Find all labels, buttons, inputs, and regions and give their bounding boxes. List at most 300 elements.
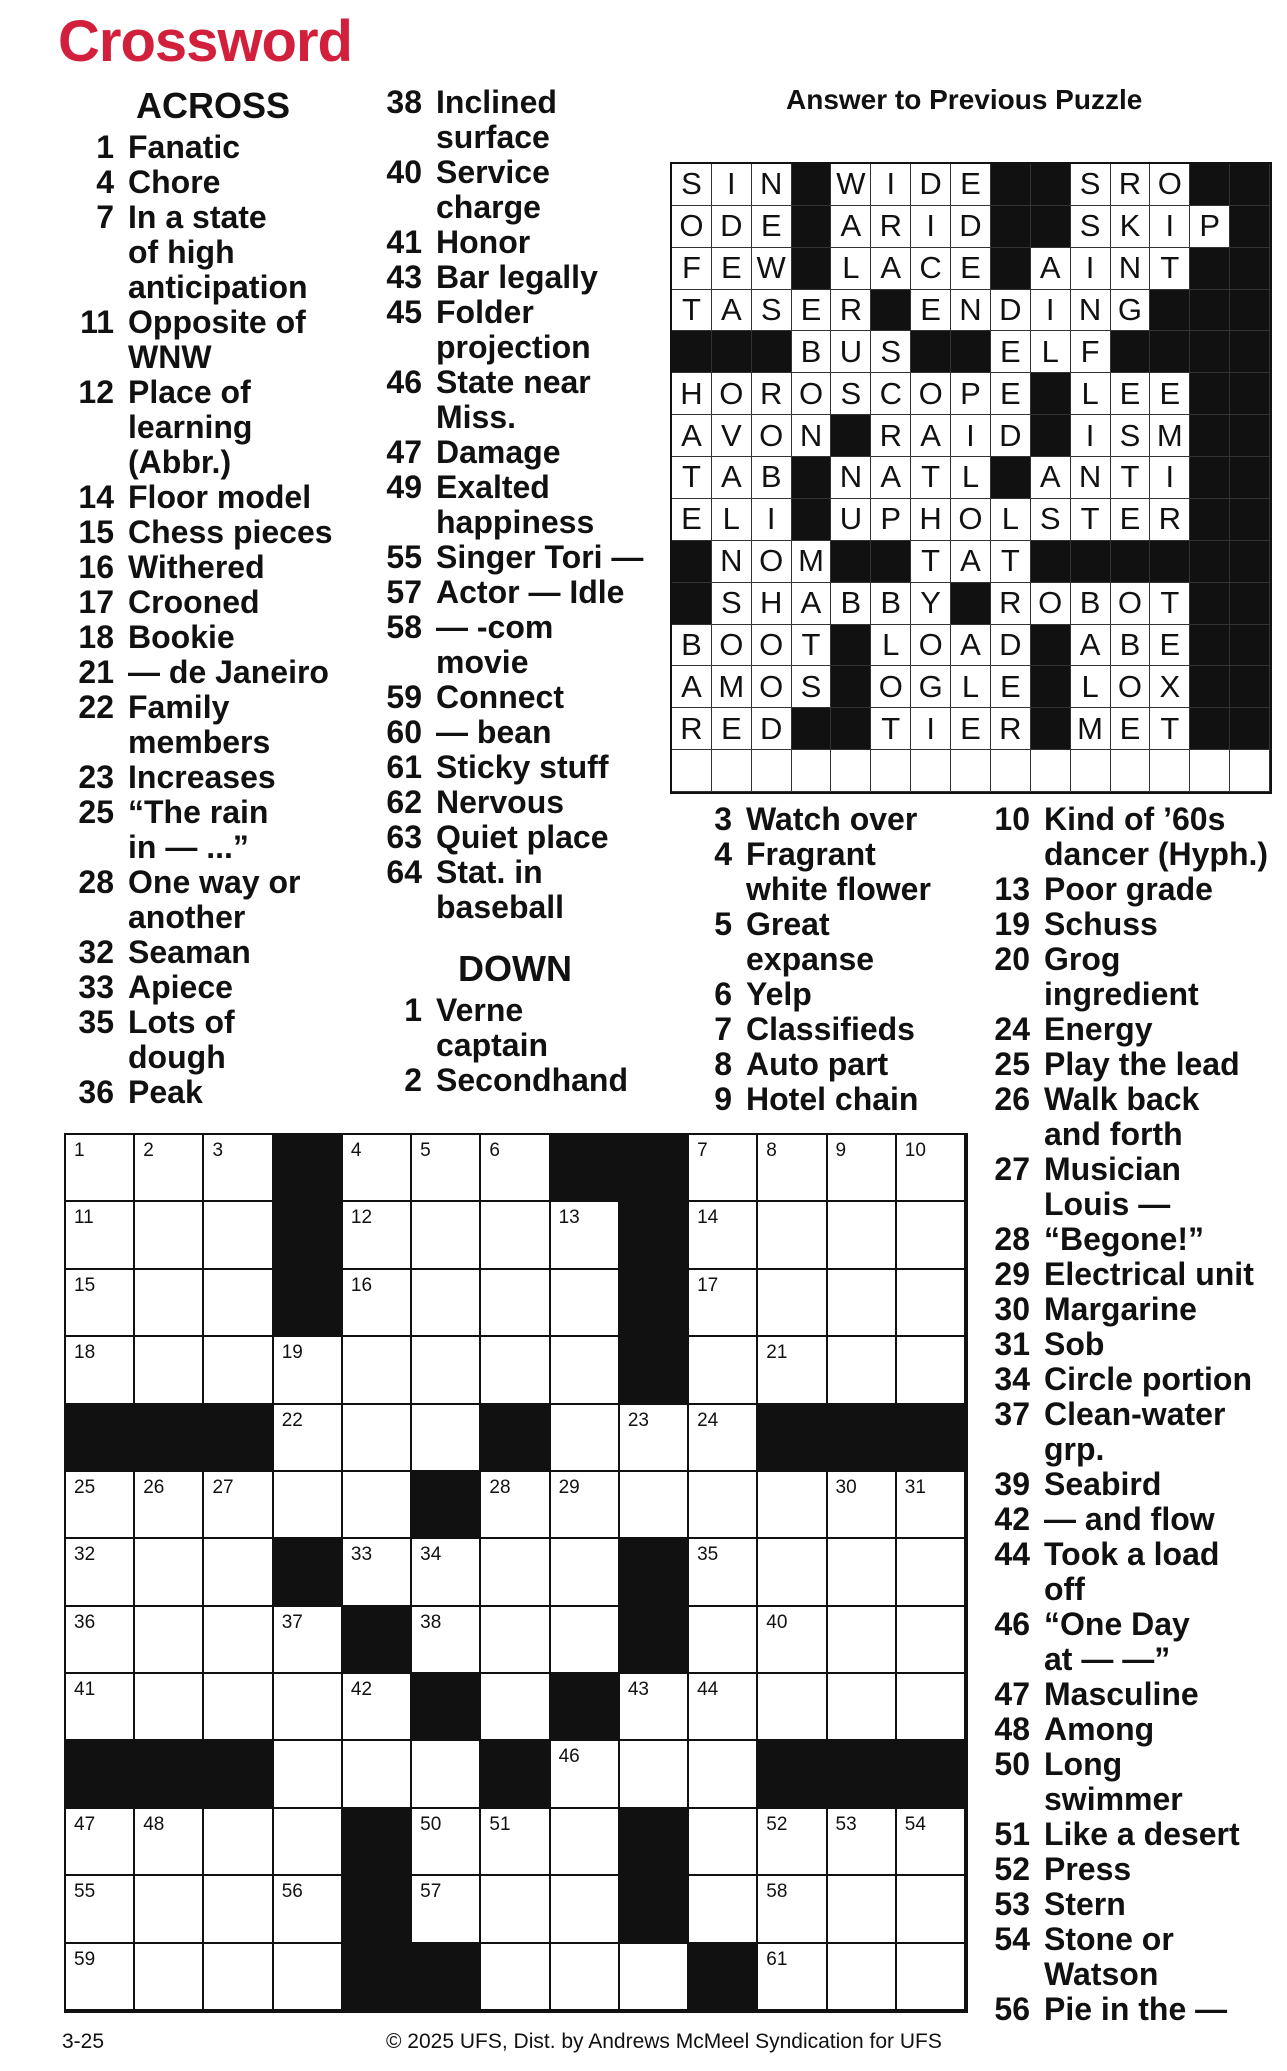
puzzle-title: Crossword xyxy=(58,9,352,74)
grid-cell[interactable] xyxy=(758,1337,827,1404)
grid-cell[interactable] xyxy=(551,1944,620,2011)
grid-cell[interactable] xyxy=(481,1944,550,2011)
cell-number: 61 xyxy=(766,1948,788,1970)
clue-text: Circle portion xyxy=(1044,1361,1253,1397)
grid-cell[interactable] xyxy=(758,1135,827,1202)
clue-item xyxy=(66,1005,366,1075)
answer-letter: A xyxy=(831,206,871,248)
grid-cell[interactable] xyxy=(274,1944,343,2011)
clue-text: Hotel chain xyxy=(746,1081,919,1117)
clue-number: 6 xyxy=(714,976,732,1012)
crossword-grid[interactable] xyxy=(64,1133,968,2013)
grid-cell[interactable] xyxy=(689,1809,758,1876)
clue-number: 25 xyxy=(994,1046,1030,1082)
grid-cell[interactable] xyxy=(343,1539,412,1606)
grid-cell[interactable] xyxy=(689,1741,758,1808)
cell-number: 44 xyxy=(697,1679,719,1701)
grid-cell[interactable] xyxy=(828,1135,897,1202)
answer-block xyxy=(831,625,871,667)
clue-item xyxy=(982,1362,1282,1397)
grid-cell[interactable] xyxy=(551,1607,620,1674)
cell-number: 35 xyxy=(697,1544,719,1566)
answer-letter: R xyxy=(752,373,792,415)
answer-letter: O xyxy=(1150,164,1190,206)
grid-cell[interactable] xyxy=(412,1270,481,1337)
grid-cell[interactable] xyxy=(66,1135,135,1202)
grid-cell[interactable] xyxy=(689,1607,758,1674)
grid-cell[interactable] xyxy=(828,1876,897,1943)
clue-item xyxy=(982,1397,1282,1467)
answer-block xyxy=(1111,541,1151,583)
grid-cell[interactable] xyxy=(551,1337,620,1404)
answer-letter xyxy=(712,750,752,792)
grid-cell[interactable] xyxy=(481,1539,550,1606)
answer-letter: B xyxy=(1071,583,1111,625)
answer-block xyxy=(672,541,712,583)
grid-cell[interactable] xyxy=(412,1741,481,1808)
grid-cell[interactable] xyxy=(689,1270,758,1337)
clue-number: 50 xyxy=(994,1746,1030,1782)
answer-letter: A xyxy=(792,583,832,625)
grid-cell[interactable] xyxy=(481,1135,550,1202)
answer-letter: A xyxy=(951,625,991,667)
grid-cell[interactable] xyxy=(274,1741,343,1808)
clue-text: Fragrant white flower xyxy=(746,836,931,907)
cell-number: 36 xyxy=(74,1611,96,1633)
grid-cell[interactable] xyxy=(343,1337,412,1404)
clue-number: 7 xyxy=(96,199,114,235)
grid-cell[interactable] xyxy=(274,1472,343,1539)
grid-cell[interactable] xyxy=(551,1472,620,1539)
grid-cell[interactable] xyxy=(897,1135,966,1202)
grid-cell[interactable] xyxy=(343,1405,412,1472)
grid-cell[interactable] xyxy=(204,1607,273,1674)
clue-number: 8 xyxy=(714,1046,732,1082)
answer-block xyxy=(1031,541,1071,583)
clue-item xyxy=(66,1075,366,1110)
answer-letter: A xyxy=(1031,248,1071,290)
grid-cell[interactable] xyxy=(481,1809,550,1876)
answer-block xyxy=(672,583,712,625)
grid-cell[interactable] xyxy=(758,1539,827,1606)
grid-cell[interactable] xyxy=(135,1202,204,1269)
clue-text: State near Miss. xyxy=(436,364,591,435)
grid-cell[interactable] xyxy=(689,1472,758,1539)
grid-cell[interactable] xyxy=(135,1539,204,1606)
grid-cell[interactable] xyxy=(66,1876,135,1943)
grid-cell[interactable] xyxy=(828,1674,897,1741)
answer-letter: N xyxy=(1071,457,1111,499)
clue-item xyxy=(982,1537,1282,1607)
answer-letter: T xyxy=(792,625,832,667)
grid-cell[interactable] xyxy=(204,1809,273,1876)
answer-letter: I xyxy=(712,164,752,206)
cell-number: 9 xyxy=(835,1140,847,1161)
grid-cell[interactable] xyxy=(689,1539,758,1606)
grid-cell[interactable] xyxy=(758,1202,827,1269)
grid-cell[interactable] xyxy=(204,1944,273,2011)
grid-cell[interactable] xyxy=(135,1472,204,1539)
grid-cell[interactable] xyxy=(481,1607,550,1674)
grid-cell[interactable] xyxy=(412,1607,481,1674)
grid-block xyxy=(620,1270,689,1337)
answer-block xyxy=(1031,415,1071,457)
clue-number: 41 xyxy=(386,224,422,260)
grid-cell[interactable] xyxy=(135,1876,204,1943)
grid-cell[interactable] xyxy=(66,1809,135,1876)
grid-cell[interactable] xyxy=(412,1337,481,1404)
grid-cell[interactable] xyxy=(412,1405,481,1472)
cell-number: 28 xyxy=(489,1476,511,1498)
grid-cell[interactable] xyxy=(481,1270,550,1337)
clue-text: Increases xyxy=(128,759,276,795)
answer-letter: L xyxy=(951,666,991,708)
answer-letter: T xyxy=(871,708,911,750)
clue-text: Singer Tori — xyxy=(436,539,644,575)
grid-cell[interactable] xyxy=(620,1674,689,1741)
grid-cell[interactable] xyxy=(274,1876,343,1943)
clue-number: 12 xyxy=(78,374,114,410)
clue-text: Chore xyxy=(128,164,221,200)
clue-text: Peak xyxy=(128,1074,203,1110)
answer-letter: L xyxy=(1031,331,1071,373)
grid-cell[interactable] xyxy=(897,1539,966,1606)
grid-cell[interactable] xyxy=(551,1202,620,1269)
grid-cell[interactable] xyxy=(551,1539,620,1606)
grid-cell[interactable] xyxy=(551,1270,620,1337)
grid-cell[interactable] xyxy=(758,1876,827,1943)
grid-cell[interactable] xyxy=(758,1809,827,1876)
answer-block xyxy=(792,457,832,499)
grid-cell[interactable] xyxy=(481,1337,550,1404)
cell-number: 12 xyxy=(350,1207,373,1229)
clue-number: 64 xyxy=(386,854,422,890)
grid-cell[interactable] xyxy=(551,1405,620,1472)
answer-letter: T xyxy=(1071,499,1111,541)
grid-cell[interactable] xyxy=(204,1472,273,1539)
cell-number: 37 xyxy=(281,1611,303,1633)
grid-cell[interactable] xyxy=(343,1202,412,1269)
grid-cell[interactable] xyxy=(551,1741,620,1808)
grid-cell[interactable] xyxy=(828,1202,897,1269)
grid-cell[interactable] xyxy=(620,1741,689,1808)
clue-text: Bookie xyxy=(128,619,235,655)
answer-letter: I xyxy=(911,206,951,248)
answer-letter: T xyxy=(911,541,951,583)
grid-block xyxy=(204,1405,273,1472)
answer-block xyxy=(991,457,1031,499)
grid-cell[interactable] xyxy=(620,1472,689,1539)
answer-letter: N xyxy=(1111,248,1151,290)
grid-cell[interactable] xyxy=(204,1135,273,1202)
answer-block xyxy=(672,331,712,373)
cell-number: 43 xyxy=(627,1679,649,1701)
grid-cell[interactable] xyxy=(551,1876,620,1943)
clue-text: Service charge xyxy=(436,154,550,225)
answer-block xyxy=(1190,331,1230,373)
answer-letter: E xyxy=(1111,708,1151,750)
grid-cell[interactable] xyxy=(897,1337,966,1404)
clue-text: Nervous xyxy=(436,784,565,820)
clue-number: 20 xyxy=(994,941,1030,977)
grid-cell[interactable] xyxy=(758,1607,827,1674)
answer-block xyxy=(831,541,871,583)
grid-cell[interactable] xyxy=(135,1607,204,1674)
answer-block xyxy=(712,331,752,373)
clue-text: Auto part xyxy=(746,1046,889,1082)
clue-text: Press xyxy=(1044,1851,1132,1887)
clue-text: “Begone!” xyxy=(1044,1221,1204,1257)
clue-number: 57 xyxy=(386,574,422,610)
grid-cell[interactable] xyxy=(897,1472,966,1539)
grid-cell[interactable] xyxy=(828,1472,897,1539)
grid-cell[interactable] xyxy=(828,1539,897,1606)
clue-number: 18 xyxy=(78,619,114,655)
clue-item xyxy=(374,575,674,610)
grid-cell[interactable] xyxy=(204,1674,273,1741)
grid-cell[interactable] xyxy=(828,1337,897,1404)
cell-number: 4 xyxy=(350,1140,362,1161)
answer-title: Answer to Previous Puzzle xyxy=(786,84,1143,115)
clue-item xyxy=(66,620,366,655)
grid-cell[interactable] xyxy=(412,1539,481,1606)
grid-cell[interactable] xyxy=(274,1607,343,1674)
grid-cell[interactable] xyxy=(343,1135,412,1202)
grid-cell[interactable] xyxy=(412,1876,481,1943)
grid-block xyxy=(412,1674,481,1741)
grid-cell[interactable] xyxy=(481,1472,550,1539)
grid-cell[interactable] xyxy=(412,1135,481,1202)
grid-cell[interactable] xyxy=(828,1607,897,1674)
clue-item xyxy=(374,85,674,155)
clue-number: 62 xyxy=(386,784,422,820)
clue-text: Energy xyxy=(1044,1011,1153,1047)
clue-item xyxy=(66,165,366,200)
grid-cell[interactable] xyxy=(204,1539,273,1606)
grid-cell[interactable] xyxy=(274,1337,343,1404)
answer-letter: I xyxy=(1031,290,1071,332)
answer-block xyxy=(1190,708,1230,750)
grid-cell[interactable] xyxy=(897,1876,966,1943)
answer-letter: W xyxy=(752,248,792,290)
cell-number: 13 xyxy=(558,1207,580,1229)
grid-cell[interactable] xyxy=(343,1472,412,1539)
grid-cell[interactable] xyxy=(204,1202,273,1269)
answer-block xyxy=(1190,541,1230,583)
grid-cell[interactable] xyxy=(66,1472,135,1539)
grid-block xyxy=(135,1741,204,1808)
answer-letter: D xyxy=(991,290,1031,332)
clue-item xyxy=(982,1047,1282,1082)
clue-item xyxy=(982,1292,1282,1327)
grid-cell[interactable] xyxy=(204,1270,273,1337)
clue-item xyxy=(374,750,674,785)
grid-cell[interactable] xyxy=(689,1876,758,1943)
grid-cell[interactable] xyxy=(204,1876,273,1943)
answer-letter: X xyxy=(1150,666,1190,708)
clue-item xyxy=(374,365,674,435)
grid-cell[interactable] xyxy=(66,1202,135,1269)
clue-text: Secondhand xyxy=(436,1062,629,1098)
grid-cell[interactable] xyxy=(897,1607,966,1674)
answer-block xyxy=(1190,415,1230,457)
answer-letter: C xyxy=(871,373,911,415)
answer-letter: O xyxy=(752,541,792,583)
grid-cell[interactable] xyxy=(897,1809,966,1876)
clue-text: — and flow xyxy=(1044,1501,1215,1537)
clue-item xyxy=(66,970,366,1005)
grid-cell[interactable] xyxy=(758,1674,827,1741)
clue-text: Folder projection xyxy=(436,294,591,365)
grid-cell[interactable] xyxy=(481,1674,550,1741)
clue-item xyxy=(982,1712,1282,1747)
grid-block xyxy=(551,1135,620,1202)
answer-letter xyxy=(1071,750,1111,792)
grid-block xyxy=(343,1809,412,1876)
answer-letter xyxy=(752,750,792,792)
grid-cell[interactable] xyxy=(689,1202,758,1269)
cell-number: 40 xyxy=(766,1611,788,1633)
grid-cell[interactable] xyxy=(66,1337,135,1404)
answer-letter: S xyxy=(1071,164,1111,206)
grid-cell[interactable] xyxy=(343,1270,412,1337)
grid-cell[interactable] xyxy=(828,1944,897,2011)
answer-block xyxy=(1190,248,1230,290)
clue-item xyxy=(982,1747,1282,1817)
answer-letter: U xyxy=(831,331,871,373)
grid-cell[interactable] xyxy=(897,1944,966,2011)
grid-cell[interactable] xyxy=(897,1270,966,1337)
answer-letter: A xyxy=(712,290,752,332)
grid-cell[interactable] xyxy=(66,1944,135,2011)
answer-block xyxy=(1230,499,1270,541)
answer-letter: F xyxy=(1071,331,1111,373)
grid-cell[interactable] xyxy=(551,1809,620,1876)
answer-letter xyxy=(672,750,712,792)
answer-letter: N xyxy=(1071,290,1111,332)
answer-letter: E xyxy=(1111,373,1151,415)
clue-text: Connect xyxy=(436,679,564,715)
answer-block xyxy=(1190,499,1230,541)
grid-cell[interactable] xyxy=(481,1202,550,1269)
answer-letter: E xyxy=(1150,625,1190,667)
answer-letter: I xyxy=(1071,248,1111,290)
clue-item xyxy=(982,942,1282,1012)
grid-block xyxy=(620,1876,689,1943)
answer-letter: B xyxy=(672,625,712,667)
clue-text: Like a desert xyxy=(1044,1816,1240,1852)
grid-block xyxy=(66,1741,135,1808)
grid-cell[interactable] xyxy=(135,1809,204,1876)
cell-number: 19 xyxy=(281,1342,303,1364)
answer-block xyxy=(1230,164,1270,206)
answer-block xyxy=(1190,290,1230,332)
answer-block xyxy=(1190,164,1230,206)
answer-letter: T xyxy=(672,290,712,332)
clue-text: Clean-water grp. xyxy=(1044,1396,1226,1467)
grid-cell[interactable] xyxy=(689,1405,758,1472)
answer-block xyxy=(951,583,991,625)
cell-number: 41 xyxy=(74,1679,96,1701)
grid-cell[interactable] xyxy=(135,1944,204,2011)
grid-cell[interactable] xyxy=(343,1741,412,1808)
grid-block xyxy=(343,1944,412,2011)
grid-block xyxy=(758,1405,827,1472)
grid-cell[interactable] xyxy=(897,1674,966,1741)
answer-letter: O xyxy=(1111,666,1151,708)
cell-number: 24 xyxy=(697,1409,719,1431)
grid-cell[interactable] xyxy=(758,1472,827,1539)
clue-item xyxy=(982,1257,1282,1292)
grid-cell[interactable] xyxy=(828,1270,897,1337)
cell-number: 55 xyxy=(74,1881,96,1903)
cell-number: 52 xyxy=(766,1813,788,1835)
grid-block xyxy=(66,1405,135,1472)
grid-cell[interactable] xyxy=(412,1202,481,1269)
answer-letter: H xyxy=(911,499,951,541)
grid-cell[interactable] xyxy=(66,1539,135,1606)
grid-cell[interactable] xyxy=(343,1674,412,1741)
clue-text: Family members xyxy=(128,689,271,760)
grid-cell[interactable] xyxy=(689,1135,758,1202)
grid-cell[interactable] xyxy=(135,1135,204,1202)
answer-letter: E xyxy=(991,331,1031,373)
grid-cell[interactable] xyxy=(274,1809,343,1876)
grid-cell[interactable] xyxy=(897,1202,966,1269)
answer-letter: O xyxy=(911,373,951,415)
clue-number: 2 xyxy=(404,1062,422,1098)
clue-number: 28 xyxy=(994,1221,1030,1257)
grid-cell[interactable] xyxy=(620,1944,689,2011)
grid-cell[interactable] xyxy=(481,1876,550,1943)
answer-letter: M xyxy=(712,666,752,708)
answer-block xyxy=(1230,415,1270,457)
grid-cell[interactable] xyxy=(66,1674,135,1741)
clue-number: 4 xyxy=(714,836,732,872)
clue-number: 49 xyxy=(386,469,422,505)
clue-number: 39 xyxy=(994,1466,1030,1502)
grid-cell[interactable] xyxy=(204,1337,273,1404)
grid-cell[interactable] xyxy=(689,1337,758,1404)
grid-cell[interactable] xyxy=(828,1809,897,1876)
answer-letter: D xyxy=(712,206,752,248)
grid-cell[interactable] xyxy=(412,1809,481,1876)
clue-text: Damage xyxy=(436,434,561,470)
grid-cell[interactable] xyxy=(758,1270,827,1337)
answer-block xyxy=(1230,290,1270,332)
grid-cell[interactable] xyxy=(66,1607,135,1674)
grid-cell[interactable] xyxy=(135,1270,204,1337)
answer-block xyxy=(1230,583,1270,625)
answer-block xyxy=(1230,708,1270,750)
grid-cell[interactable] xyxy=(135,1674,204,1741)
answer-block xyxy=(1230,457,1270,499)
grid-cell[interactable] xyxy=(620,1405,689,1472)
grid-cell[interactable] xyxy=(135,1337,204,1404)
clue-number: 58 xyxy=(386,609,422,645)
grid-cell[interactable] xyxy=(274,1674,343,1741)
grid-cell[interactable] xyxy=(689,1674,758,1741)
grid-cell[interactable] xyxy=(66,1270,135,1337)
answer-letter: I xyxy=(951,415,991,457)
grid-cell[interactable] xyxy=(758,1944,827,2011)
clue-number: 9 xyxy=(714,1081,732,1117)
answer-letter xyxy=(1031,750,1071,792)
answer-letter: B xyxy=(1111,625,1151,667)
grid-cell[interactable] xyxy=(274,1405,343,1472)
clue-text: Seabird xyxy=(1044,1466,1162,1502)
clue-item xyxy=(374,435,674,470)
